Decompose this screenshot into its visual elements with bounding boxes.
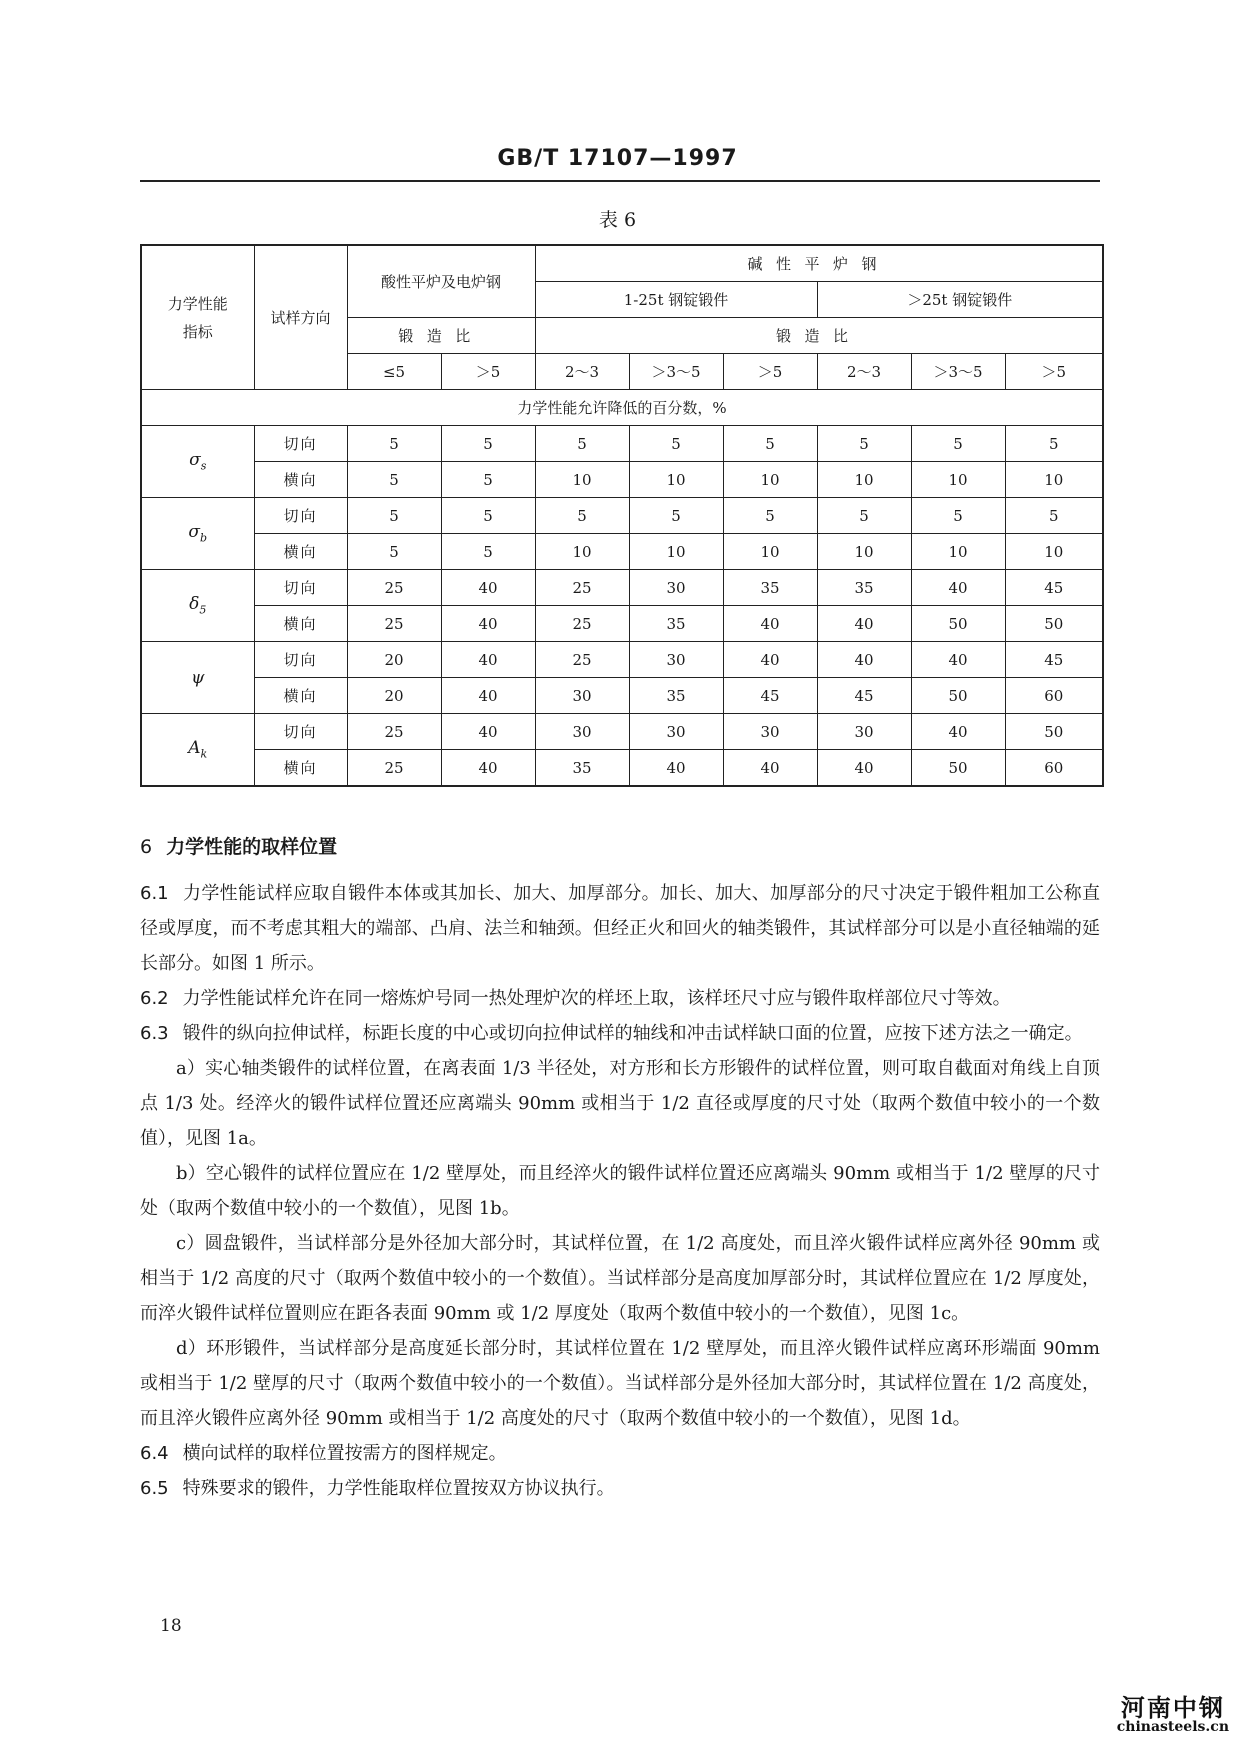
value-cell: 30	[629, 570, 723, 606]
ratio-header-cell: ≤5	[347, 354, 441, 390]
paragraph-6-1	[140, 876, 1100, 981]
value-cell: 5	[911, 426, 1005, 462]
table-row	[141, 606, 1103, 642]
value-cell: 40	[441, 678, 535, 714]
table-row	[141, 498, 1103, 534]
watermark-en: chinasteels.cn	[1116, 1719, 1229, 1735]
paragraph-6-3-d: d）环形锻件，当试样部分是高度延长部分时，其试样位置在 1/2 壁厚处，而且淬火锻件试样应离环形端面 90mm 或相当于 1/2 壁厚的尺寸（取两个数值中较小的一个数值）。当试样部分是外径加大部分时，其试样位置在 1/2 高度处，而且淬火锻件应离外径 90mm 或相当于 1/2 高度处的尺寸（取两个数值中较小的一个数值），见图 1d。	[140, 1338, 1100, 1429]
value-cell: 10	[1005, 462, 1103, 498]
value-cell: 40	[817, 606, 911, 642]
value-cell: 50	[911, 750, 1005, 787]
value-cell: 5	[441, 498, 535, 534]
data-table	[140, 244, 1104, 787]
clause-text: 特殊要求的锻件，力学性能取样位置按双方协议执行。	[182, 1478, 615, 1499]
value-cell: 10	[629, 462, 723, 498]
paragraph-6-3-c: c）圆盘锻件，当试样部分是外径加大部分时，其试样位置，在 1/2 高度处，而且淬火锻件试样应离外径 90mm 或相当于 1/2 高度的尺寸（取两个数值中较小的一个数值）。当试样部分是高度加厚部分时，其试样位置应在 1/2 厚度处，而淬火锻件试样位置则应在距各表面 90mm 或 1/2 厚度处（取两个数值中较小的一个数值），见图 1c。	[140, 1233, 1100, 1324]
direction-label: 切向	[254, 642, 347, 678]
value-cell: 40	[441, 606, 535, 642]
header-mech-index: 力学性能指标	[141, 245, 254, 390]
page-number: 18	[160, 1616, 182, 1636]
table-subtitle: 力学性能允许降低的百分数，%	[141, 390, 1103, 426]
direction-label: 横向	[254, 678, 347, 714]
value-cell: 5	[347, 462, 441, 498]
property-symbol: $\sigma_s$	[141, 426, 254, 498]
value-cell: 25	[535, 606, 629, 642]
ratio-header-cell: ＞5	[1005, 354, 1103, 390]
clause-text: 力学性能试样应取自锻件本体或其加长、加大、加厚部分。加长、加大、加厚部分的尺寸决定于锻件粗加工公称直径或厚度，而不考虑其粗大的端部、凸肩、法兰和轴颈。但经正火和回火的轴类锻件，其试样部分可以是小直径轴端的延长部分。如图 1 所示。	[140, 883, 1100, 974]
value-cell: 5	[817, 426, 911, 462]
value-cell: 35	[629, 606, 723, 642]
value-cell: 25	[347, 750, 441, 787]
clause-number: 6.4	[140, 1443, 169, 1464]
direction-label: 横向	[254, 750, 347, 787]
value-cell: 5	[535, 498, 629, 534]
ratio-header-cell: 2～3	[817, 354, 911, 390]
value-cell: 50	[1005, 606, 1103, 642]
value-cell: 10	[911, 534, 1005, 570]
value-cell: 5	[723, 426, 817, 462]
header-basic-sub2: ＞25t 钢锭锻件	[817, 282, 1103, 318]
table-row	[141, 678, 1103, 714]
clause-text: 横向试样的取样位置按需方的图样规定。	[182, 1443, 507, 1464]
value-cell: 5	[723, 498, 817, 534]
header-sample-direction: 试样方向	[254, 245, 347, 390]
value-cell: 40	[817, 750, 911, 787]
value-cell: 50	[911, 678, 1005, 714]
direction-label: 横向	[254, 534, 347, 570]
clause-text: 锻件的纵向拉伸试样，标距长度的中心或切向拉伸试样的轴线和冲击试样缺口面的位置，应按下述方法之一确定。	[182, 1023, 1083, 1044]
paragraph-6-3	[140, 1016, 1100, 1051]
ratio-header-cell: ＞3～5	[911, 354, 1005, 390]
value-cell: 40	[723, 642, 817, 678]
value-cell: 10	[817, 534, 911, 570]
clause-text: 力学性能试样允许在同一熔炼炉号同一热处理炉次的样坯上取，该样坯尺寸应与锻件取样部位尺寸等效。	[182, 988, 1011, 1009]
value-cell: 5	[535, 426, 629, 462]
paragraph-6-5	[140, 1471, 1100, 1506]
value-cell: 35	[535, 750, 629, 787]
ratio-header-cell: ＞3～5	[629, 354, 723, 390]
value-cell: 30	[535, 678, 629, 714]
table-row	[141, 534, 1103, 570]
header-forge-ratio-basic: 锻造比	[535, 318, 1103, 354]
value-cell: 40	[441, 714, 535, 750]
value-cell: 10	[723, 462, 817, 498]
value-cell: 10	[817, 462, 911, 498]
ratio-header-cell: ＞5	[723, 354, 817, 390]
clause-number: 6.5	[140, 1478, 169, 1499]
value-cell: 5	[629, 498, 723, 534]
section-number: 6	[140, 836, 153, 858]
value-cell: 40	[911, 570, 1005, 606]
value-cell: 5	[347, 498, 441, 534]
value-cell: 5	[347, 426, 441, 462]
value-cell: 40	[723, 750, 817, 787]
value-cell: 40	[441, 750, 535, 787]
value-cell: 30	[629, 642, 723, 678]
value-cell: 5	[441, 426, 535, 462]
table-row	[141, 714, 1103, 750]
value-cell: 45	[1005, 570, 1103, 606]
value-cell: 10	[629, 534, 723, 570]
value-cell: 30	[817, 714, 911, 750]
body-text	[140, 876, 1100, 1506]
value-cell: 40	[629, 750, 723, 787]
value-cell: 20	[347, 642, 441, 678]
value-cell: 60	[1005, 678, 1103, 714]
value-cell: 25	[347, 606, 441, 642]
header-forge-ratio-acid: 锻造比	[347, 318, 535, 354]
property-symbol: ψ	[141, 642, 254, 714]
watermark-logo	[1117, 1696, 1229, 1734]
direction-label: 切向	[254, 498, 347, 534]
property-symbol: $\delta_5$	[141, 570, 254, 642]
value-cell: 10	[723, 534, 817, 570]
value-cell: 5	[817, 498, 911, 534]
ratio-header-cell: 2～3	[535, 354, 629, 390]
direction-label: 切向	[254, 570, 347, 606]
header-basic-sub1: 1-25t 钢锭锻件	[535, 282, 817, 318]
direction-label: 横向	[254, 606, 347, 642]
value-cell: 40	[441, 642, 535, 678]
clause-number: 6.3	[140, 1023, 169, 1044]
table-row	[141, 750, 1103, 787]
clause-number: 6.2	[140, 988, 169, 1009]
section-heading	[140, 832, 337, 859]
value-cell: 25	[347, 570, 441, 606]
value-cell: 25	[535, 642, 629, 678]
value-cell: 20	[347, 678, 441, 714]
header-rule	[140, 180, 1100, 182]
value-cell: 35	[629, 678, 723, 714]
value-cell: 60	[1005, 750, 1103, 787]
value-cell: 5	[911, 498, 1005, 534]
value-cell: 10	[535, 534, 629, 570]
value-cell: 25	[347, 714, 441, 750]
direction-label: 切向	[254, 426, 347, 462]
ratio-header-cell: ＞5	[441, 354, 535, 390]
value-cell: 10	[1005, 534, 1103, 570]
value-cell: 5	[1005, 498, 1103, 534]
table-title: 表 6	[598, 209, 637, 231]
value-cell: 45	[1005, 642, 1103, 678]
value-cell: 25	[535, 570, 629, 606]
value-cell: 30	[723, 714, 817, 750]
paragraph-6-3-b: b）空心锻件的试样位置应在 1/2 壁厚处，而且经淬火的锻件试样位置还应离端头 90mm 或相当于 1/2 壁厚的尺寸处（取两个数值中较小的一个数值），见图 1b。	[140, 1163, 1100, 1219]
value-cell: 5	[347, 534, 441, 570]
value-cell: 5	[441, 534, 535, 570]
header-basic-group: 碱性平炉钢	[535, 245, 1103, 282]
value-cell: 5	[441, 462, 535, 498]
value-cell: 50	[1005, 714, 1103, 750]
value-cell: 35	[817, 570, 911, 606]
section-title: 力学性能的取样位置	[166, 836, 338, 858]
header-acid-group: 酸性平炉及电炉钢	[347, 245, 535, 318]
value-cell: 5	[1005, 426, 1103, 462]
value-cell: 45	[817, 678, 911, 714]
value-cell: 40	[817, 642, 911, 678]
paragraph-6-4	[140, 1436, 1100, 1471]
document-code: GB/T 17107—1997	[497, 146, 738, 171]
value-cell: 40	[441, 570, 535, 606]
value-cell: 10	[535, 462, 629, 498]
watermark-cn: 河南中钢	[1120, 1694, 1225, 1722]
table-row	[141, 462, 1103, 498]
direction-label: 切向	[254, 714, 347, 750]
property-symbol: $A_k$	[141, 714, 254, 787]
value-cell: 10	[911, 462, 1005, 498]
value-cell: 45	[723, 678, 817, 714]
clause-number: 6.1	[140, 883, 169, 904]
value-cell: 40	[911, 714, 1005, 750]
direction-label: 横向	[254, 462, 347, 498]
value-cell: 30	[535, 714, 629, 750]
paragraph-6-3-a: a）实心轴类锻件的试样位置，在离表面 1/3 半径处，对方形和长方形锻件的试样位置，则可取自截面对角线上自顶点 1/3 处。经淬火的锻件试样位置还应离端头 90mm 或相当于 1/2 直径或厚度的尺寸处（取两个数值中较小的一个数值），见图 1a。	[140, 1058, 1100, 1149]
table-row	[141, 426, 1103, 462]
value-cell: 30	[629, 714, 723, 750]
value-cell: 50	[911, 606, 1005, 642]
table-row	[141, 642, 1103, 678]
value-cell: 5	[629, 426, 723, 462]
value-cell: 40	[723, 606, 817, 642]
table-row	[141, 570, 1103, 606]
paragraph-6-2	[140, 981, 1100, 1016]
value-cell: 35	[723, 570, 817, 606]
property-symbol: $\sigma_b$	[141, 498, 254, 570]
value-cell: 40	[911, 642, 1005, 678]
